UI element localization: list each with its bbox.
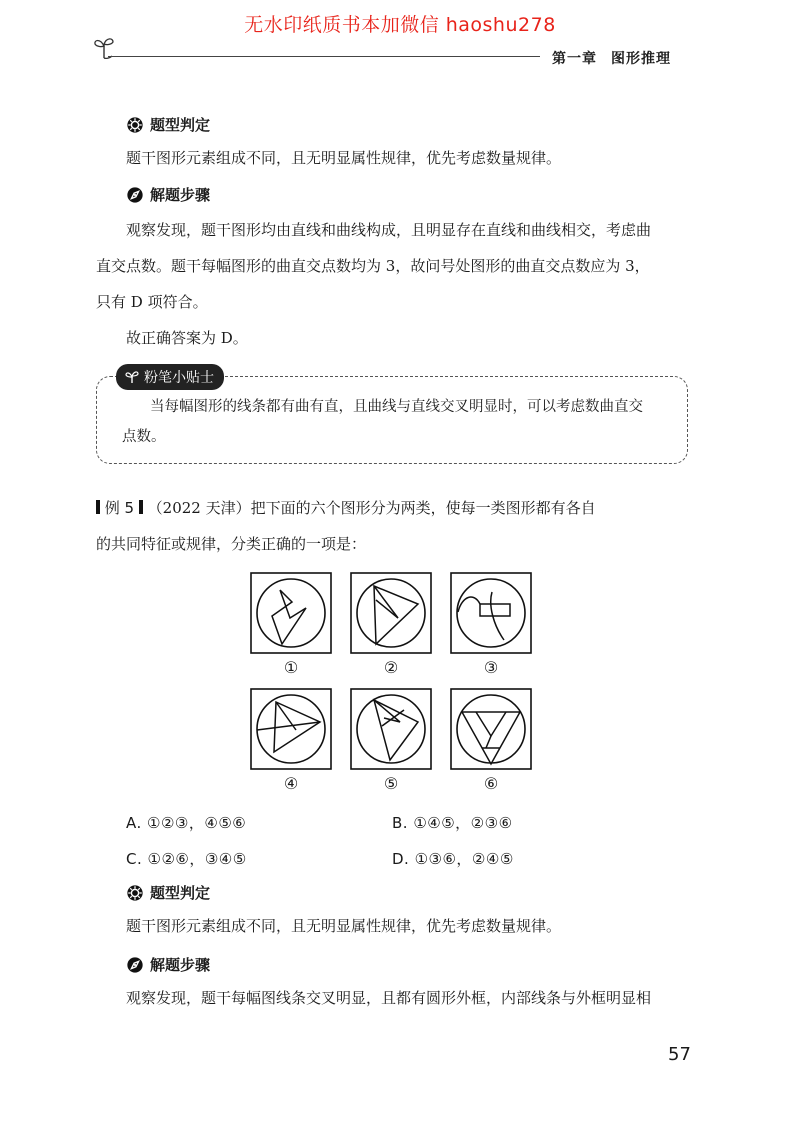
figure-4 xyxy=(250,688,332,770)
steps-heading xyxy=(126,184,210,205)
steps-heading-2 xyxy=(126,954,210,975)
example-line-1 xyxy=(96,490,696,526)
tip-label xyxy=(116,364,224,390)
answer-text: 故正确答案为 D。 xyxy=(126,329,248,347)
steps-paragraph xyxy=(96,212,696,320)
figure-3 xyxy=(450,572,532,654)
steps-line-2: 直交点数。题干每幅图形的曲直交点数均为 3，故问号处图形的曲直交点数应为 3， xyxy=(96,257,650,275)
figure-6 xyxy=(450,688,532,770)
tip-line-1: 当每幅图形的线条都有曲有直，且曲线与直线交叉明显时，可以考虑数曲直交 xyxy=(150,399,643,415)
tip-text xyxy=(122,392,670,452)
figure-label-6: ⑥ xyxy=(483,774,499,793)
gear-icon xyxy=(126,884,144,902)
steps-text-2: 观察发现，题干每幅图线条交叉明显，且都有圆形外框，内部线条与外框明显相 xyxy=(126,989,652,1007)
type-heading-2-label: 题型判定 xyxy=(150,884,211,902)
bar-marker xyxy=(139,500,143,514)
example-text-2: 的共同特征或规律，分类正确的一项是： xyxy=(96,535,367,553)
steps-heading-label: 解题步骤 xyxy=(150,186,211,204)
example-source: （2022 天津） xyxy=(147,499,251,517)
figure-2 xyxy=(350,572,432,654)
compass-icon xyxy=(126,956,144,974)
example-question xyxy=(96,490,696,562)
type-heading-label: 题型判定 xyxy=(150,116,211,134)
header-rule xyxy=(108,56,540,57)
figure-label-4: ④ xyxy=(283,774,299,793)
sprout-icon xyxy=(124,370,140,384)
bar-marker xyxy=(96,500,100,514)
figure-label-2: ② xyxy=(383,658,399,677)
compass-icon xyxy=(126,186,144,204)
figure-label-5: ⑤ xyxy=(383,774,399,793)
steps-line-3: 只有 D 项符合。 xyxy=(96,293,208,311)
steps-heading-2-label: 解题步骤 xyxy=(150,956,211,974)
tip-label-text: 粉笔小贴士 xyxy=(144,370,214,386)
type-text: 题干图形元素组成不同，且无明显属性规律，优先考虑数量规律。 xyxy=(126,149,562,167)
figure-label-1: ① xyxy=(283,658,299,677)
figure-1 xyxy=(250,572,332,654)
option-b[interactable]: B. ①④⑤，②③⑥ xyxy=(392,814,513,832)
figure-5 xyxy=(350,688,432,770)
watermark-text: 无水印纸质书本加微信 haoshu278 xyxy=(244,14,556,36)
figure-label-3: ③ xyxy=(483,658,499,677)
option-a[interactable]: A. ①②③，④⑤⑥ xyxy=(126,814,247,832)
page-number: 57 xyxy=(668,1044,691,1065)
tip-line-2: 点数。 xyxy=(122,429,166,445)
chapter-header xyxy=(552,48,671,68)
type-text-2: 题干图形元素组成不同，且无明显属性规律，优先考虑数量规律。 xyxy=(126,917,562,935)
steps-line-1: 观察发现，题干图形均由直线和曲线构成，且明显存在直线和曲线相交，考虑曲 xyxy=(126,221,652,239)
gear-icon xyxy=(126,116,144,134)
type-heading-2 xyxy=(126,882,210,903)
type-heading xyxy=(126,114,210,135)
option-d[interactable]: D. ①③⑥，②④⑤ xyxy=(392,850,514,868)
chapter-number: 第一章 xyxy=(552,51,597,67)
example-text-1: 把下面的六个图形分为两类，使每一类图形都有各自 xyxy=(250,499,596,517)
chapter-title: 图形推理 xyxy=(611,51,671,67)
option-c[interactable]: C. ①②⑥，③④⑤ xyxy=(126,850,247,868)
example-tag: 例 5 xyxy=(104,499,135,517)
